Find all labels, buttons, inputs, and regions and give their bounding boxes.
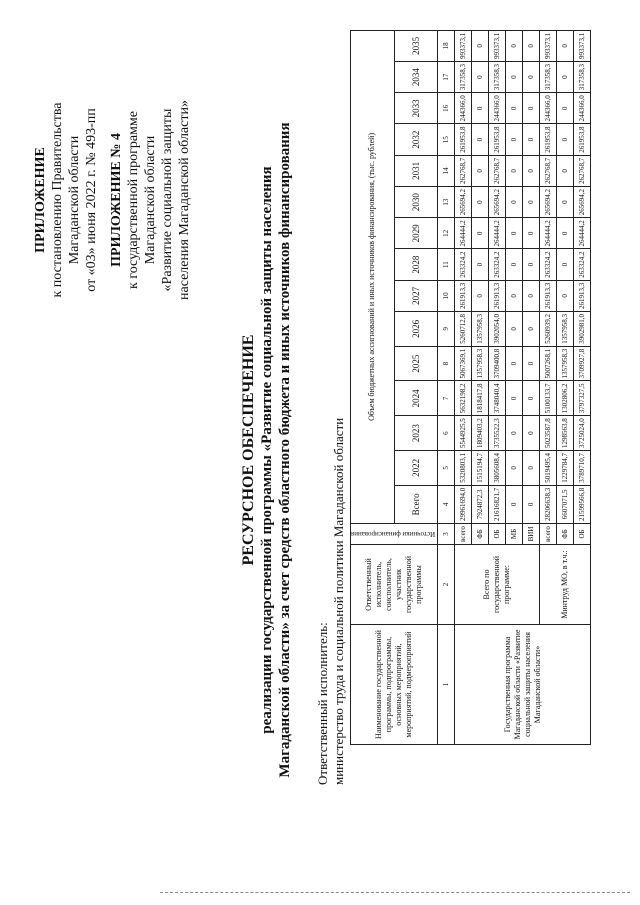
column-number-row bbox=[438, 30, 455, 744]
value-cell: 0 bbox=[557, 218, 574, 249]
value-cell: 29961694,0 bbox=[455, 485, 472, 523]
value-cell: 0 bbox=[523, 249, 540, 280]
col-header-name: Наименование государственной программы, подпрограммы, основных мероприятий, мероприятий, подмероприятий bbox=[351, 625, 438, 745]
value-cell: 0 bbox=[557, 249, 574, 280]
col-header-total: Всего bbox=[394, 485, 438, 523]
value-cell: 0 bbox=[506, 187, 523, 218]
value-cell: 0 bbox=[557, 62, 574, 93]
source-cell: всего bbox=[455, 524, 472, 545]
resource-table bbox=[350, 30, 591, 745]
value-cell: 0 bbox=[557, 280, 574, 311]
value-cell: 1809403,2 bbox=[472, 416, 489, 451]
value-cell: 0 bbox=[506, 451, 523, 486]
col-number: 4 bbox=[438, 485, 455, 523]
value-cell: 0 bbox=[506, 124, 523, 155]
value-cell: 1357958,3 bbox=[557, 346, 574, 381]
col-header-source-text: Источники финансирования bbox=[351, 530, 436, 538]
value-cell: 0 bbox=[523, 218, 540, 249]
value-cell: 264444,2 bbox=[574, 218, 591, 249]
value-cell: 1357958,3 bbox=[472, 346, 489, 381]
value-cell: 0 bbox=[472, 124, 489, 155]
value-cell: 263324,2 bbox=[574, 249, 591, 280]
year-header: 2034 bbox=[394, 62, 438, 93]
value-cell: 0 bbox=[523, 416, 540, 451]
value-cell: 993373,1 bbox=[540, 30, 557, 61]
year-header: 2027 bbox=[394, 280, 438, 311]
value-cell: 0 bbox=[523, 124, 540, 155]
value-cell: 317358,3 bbox=[574, 62, 591, 93]
source-cell: ВИИ bbox=[523, 524, 540, 545]
value-cell: 0 bbox=[523, 187, 540, 218]
value-cell: 261913,3 bbox=[574, 280, 591, 311]
value-cell: 0 bbox=[506, 381, 523, 416]
col-number: 15 bbox=[438, 124, 455, 155]
year-header: 2032 bbox=[394, 124, 438, 155]
value-cell: 0 bbox=[506, 218, 523, 249]
header-line: к постановлению Правительства bbox=[50, 102, 65, 298]
page-edge-line bbox=[160, 891, 630, 893]
col-number: 12 bbox=[438, 218, 455, 249]
value-cell: 262768,7 bbox=[455, 155, 472, 186]
value-cell: 263324,2 bbox=[455, 249, 472, 280]
value-cell: 1515194,7 bbox=[472, 451, 489, 486]
col-number: 10 bbox=[438, 280, 455, 311]
executor-name: министерство труда и социальной политики Магаданской области bbox=[331, 417, 346, 785]
value-cell: 0 bbox=[506, 346, 523, 381]
value-cell: 0 bbox=[472, 249, 489, 280]
col-number: 17 bbox=[438, 62, 455, 93]
col-number: 2 bbox=[438, 545, 455, 625]
value-cell: 993373,1 bbox=[489, 30, 506, 61]
ministry-executor: Минтруд МО, в т.ч.: bbox=[540, 545, 591, 625]
title-line: реализации государственной программы «Развитие социальной защиты населения bbox=[259, 166, 275, 734]
value-cell: 1229784,7 bbox=[557, 451, 574, 486]
value-cell: 0 bbox=[506, 485, 523, 523]
value-cell: 5544925,5 bbox=[455, 416, 472, 451]
source-cell: всего bbox=[540, 524, 557, 545]
value-cell: 264444,2 bbox=[540, 218, 557, 249]
value-cell: 5067369,1 bbox=[455, 346, 472, 381]
value-cell: 317358,3 bbox=[489, 62, 506, 93]
col-number: 1 bbox=[438, 625, 455, 745]
header-line: Магаданской области bbox=[143, 135, 158, 265]
col-header-source bbox=[351, 524, 438, 545]
header-line: населения Магаданской области» bbox=[177, 100, 192, 300]
year-header: 2035 bbox=[394, 30, 438, 61]
value-cell: 0 bbox=[506, 30, 523, 61]
value-cell: 993373,1 bbox=[574, 30, 591, 61]
value-cell: 0 bbox=[523, 280, 540, 311]
value-cell: 265694,2 bbox=[455, 187, 472, 218]
year-header: 2030 bbox=[394, 187, 438, 218]
value-cell: 0 bbox=[557, 155, 574, 186]
value-cell: 261913,3 bbox=[455, 280, 472, 311]
value-cell: 0 bbox=[506, 62, 523, 93]
year-header: 2025 bbox=[394, 346, 438, 381]
value-cell: 244366,0 bbox=[574, 93, 591, 124]
value-cell: 3709927,8 bbox=[574, 346, 591, 381]
value-cell: 3902054,0 bbox=[489, 312, 506, 347]
value-cell: 21616821,7 bbox=[489, 485, 506, 523]
table-header-row bbox=[351, 30, 395, 744]
value-cell: 265694,2 bbox=[489, 187, 506, 218]
value-cell: 0 bbox=[557, 187, 574, 218]
document-title bbox=[240, 85, 294, 815]
value-cell: 262768,7 bbox=[574, 155, 591, 186]
value-cell: 0 bbox=[523, 346, 540, 381]
value-cell: 5260939,2 bbox=[540, 312, 557, 347]
header-line: «Развитие социальной защиты bbox=[160, 108, 175, 292]
source-cell: ОБ bbox=[489, 524, 506, 545]
value-cell: 3902981,0 bbox=[574, 312, 591, 347]
value-cell: 0 bbox=[523, 381, 540, 416]
value-cell: 261953,8 bbox=[455, 124, 472, 155]
year-header: 2029 bbox=[394, 218, 438, 249]
value-cell: 261953,8 bbox=[540, 124, 557, 155]
title-main: РЕСУРСНОЕ ОБЕСПЕЧЕНИЕ bbox=[240, 334, 257, 566]
value-cell: 0 bbox=[523, 485, 540, 523]
value-cell: 0 bbox=[523, 93, 540, 124]
value-cell: 21599566,8 bbox=[574, 485, 591, 523]
value-cell: 244366,0 bbox=[455, 93, 472, 124]
value-cell: 0 bbox=[472, 30, 489, 61]
value-cell: 3789710,7 bbox=[574, 451, 591, 486]
value-cell: 265694,2 bbox=[540, 187, 557, 218]
appendix-header bbox=[32, 35, 193, 365]
value-cell: 0 bbox=[472, 218, 489, 249]
program-name: Государственная программа Магаданской области «Развитие социальной защиты населения Магаданской области» bbox=[455, 625, 591, 745]
value-cell: 3805608,4 bbox=[489, 451, 506, 486]
value-cell: 0 bbox=[472, 155, 489, 186]
value-cell: 7924872,3 bbox=[472, 485, 489, 523]
table-row bbox=[455, 30, 472, 744]
value-cell: 0 bbox=[523, 30, 540, 61]
value-cell: 0 bbox=[557, 124, 574, 155]
value-cell: 262768,7 bbox=[489, 155, 506, 186]
value-cell: 1302806,2 bbox=[557, 381, 574, 416]
col-header-volume: Объем бюджетных ассигнований и иных источников финансирования, (тыс. рублей) bbox=[351, 30, 395, 523]
source-cell: ОБ bbox=[574, 524, 591, 545]
col-number: 7 bbox=[438, 381, 455, 416]
source-cell: МБ bbox=[506, 524, 523, 545]
col-number: 5 bbox=[438, 451, 455, 486]
col-number: 13 bbox=[438, 187, 455, 218]
col-number: 14 bbox=[438, 155, 455, 186]
value-cell: 261953,8 bbox=[489, 124, 506, 155]
value-cell: 0 bbox=[472, 93, 489, 124]
value-cell: 0 bbox=[506, 416, 523, 451]
col-number: 9 bbox=[438, 312, 455, 347]
value-cell: 262768,7 bbox=[540, 155, 557, 186]
value-cell: 0 bbox=[506, 312, 523, 347]
resolution-date: от «03» июня 2022 г. № 493-пп bbox=[84, 108, 99, 292]
header-line: к государственной программе bbox=[126, 111, 141, 289]
year-header: 2023 bbox=[394, 416, 438, 451]
value-cell: 0 bbox=[557, 93, 574, 124]
source-cell: ФБ bbox=[472, 524, 489, 545]
year-header: 2028 bbox=[394, 249, 438, 280]
value-cell: 3709400,8 bbox=[489, 346, 506, 381]
value-cell: 0 bbox=[472, 280, 489, 311]
value-cell: 3735522,3 bbox=[489, 416, 506, 451]
value-cell: 263324,2 bbox=[540, 249, 557, 280]
value-cell: 5023587,8 bbox=[540, 416, 557, 451]
group-total-executor: Всего по государственной программе: bbox=[455, 545, 540, 625]
value-cell: 0 bbox=[506, 155, 523, 186]
value-cell: 263324,2 bbox=[489, 249, 506, 280]
value-cell: 0 bbox=[523, 312, 540, 347]
value-cell: 0 bbox=[557, 30, 574, 61]
col-number: 6 bbox=[438, 416, 455, 451]
value-cell: 0 bbox=[523, 451, 540, 486]
value-cell: 1357958,3 bbox=[557, 312, 574, 347]
value-cell: 3748040,4 bbox=[489, 381, 506, 416]
value-cell: 5320803,1 bbox=[455, 451, 472, 486]
value-cell: 244366,0 bbox=[489, 93, 506, 124]
year-header: 2033 bbox=[394, 93, 438, 124]
value-cell: 5632198,2 bbox=[455, 381, 472, 416]
col-number: 16 bbox=[438, 93, 455, 124]
value-cell: 0 bbox=[472, 62, 489, 93]
year-header: 2022 bbox=[394, 451, 438, 486]
value-cell: 5100133,7 bbox=[540, 381, 557, 416]
value-cell: 3797327,5 bbox=[574, 381, 591, 416]
value-cell: 5007268,1 bbox=[540, 346, 557, 381]
value-cell: 993373,1 bbox=[455, 30, 472, 61]
value-cell: 0 bbox=[523, 62, 540, 93]
value-cell: 261953,8 bbox=[574, 124, 591, 155]
value-cell: 0 bbox=[523, 155, 540, 186]
value-cell: 264444,2 bbox=[455, 218, 472, 249]
col-number: 18 bbox=[438, 30, 455, 61]
col-header-executor: Ответственный исполнитель, соисполнитель, участник государственной программы bbox=[351, 545, 438, 625]
value-cell: 264444,2 bbox=[489, 218, 506, 249]
value-cell: 261913,3 bbox=[540, 280, 557, 311]
title-line: Магаданской области» за счет средств областного бюджета и иных источников финансирования bbox=[277, 122, 293, 778]
value-cell: 265694,2 bbox=[574, 187, 591, 218]
appendix-4-label: ПРИЛОЖЕНИЕ № 4 bbox=[109, 133, 124, 267]
header-line: Магаданской области bbox=[67, 135, 82, 265]
value-cell: 3725024,0 bbox=[574, 416, 591, 451]
value-cell: 5019495,4 bbox=[540, 451, 557, 486]
appendix-label: ПРИЛОЖЕНИЕ bbox=[33, 147, 48, 253]
value-cell: 0 bbox=[506, 249, 523, 280]
year-header: 2031 bbox=[394, 155, 438, 186]
value-cell: 5260712,8 bbox=[455, 312, 472, 347]
year-header: 2024 bbox=[394, 381, 438, 416]
value-cell: 28206638,3 bbox=[540, 485, 557, 523]
value-cell: 1298563,8 bbox=[557, 416, 574, 451]
executor-block bbox=[315, 418, 347, 785]
value-cell: 1818417,8 bbox=[472, 381, 489, 416]
value-cell: 244366,0 bbox=[540, 93, 557, 124]
value-cell: 1357958,3 bbox=[472, 312, 489, 347]
executor-label: Ответственный исполнитель: bbox=[315, 622, 330, 785]
value-cell: 0 bbox=[506, 280, 523, 311]
value-cell: 0 bbox=[506, 93, 523, 124]
col-number: 3 bbox=[438, 524, 455, 545]
value-cell: 261913,3 bbox=[489, 280, 506, 311]
year-header: 2026 bbox=[394, 312, 438, 347]
value-cell: 6607071,5 bbox=[557, 485, 574, 523]
value-cell: 0 bbox=[472, 187, 489, 218]
col-number: 8 bbox=[438, 346, 455, 381]
col-number: 11 bbox=[438, 249, 455, 280]
source-cell: ФБ bbox=[557, 524, 574, 545]
value-cell: 317358,3 bbox=[540, 62, 557, 93]
value-cell: 317358,3 bbox=[455, 62, 472, 93]
